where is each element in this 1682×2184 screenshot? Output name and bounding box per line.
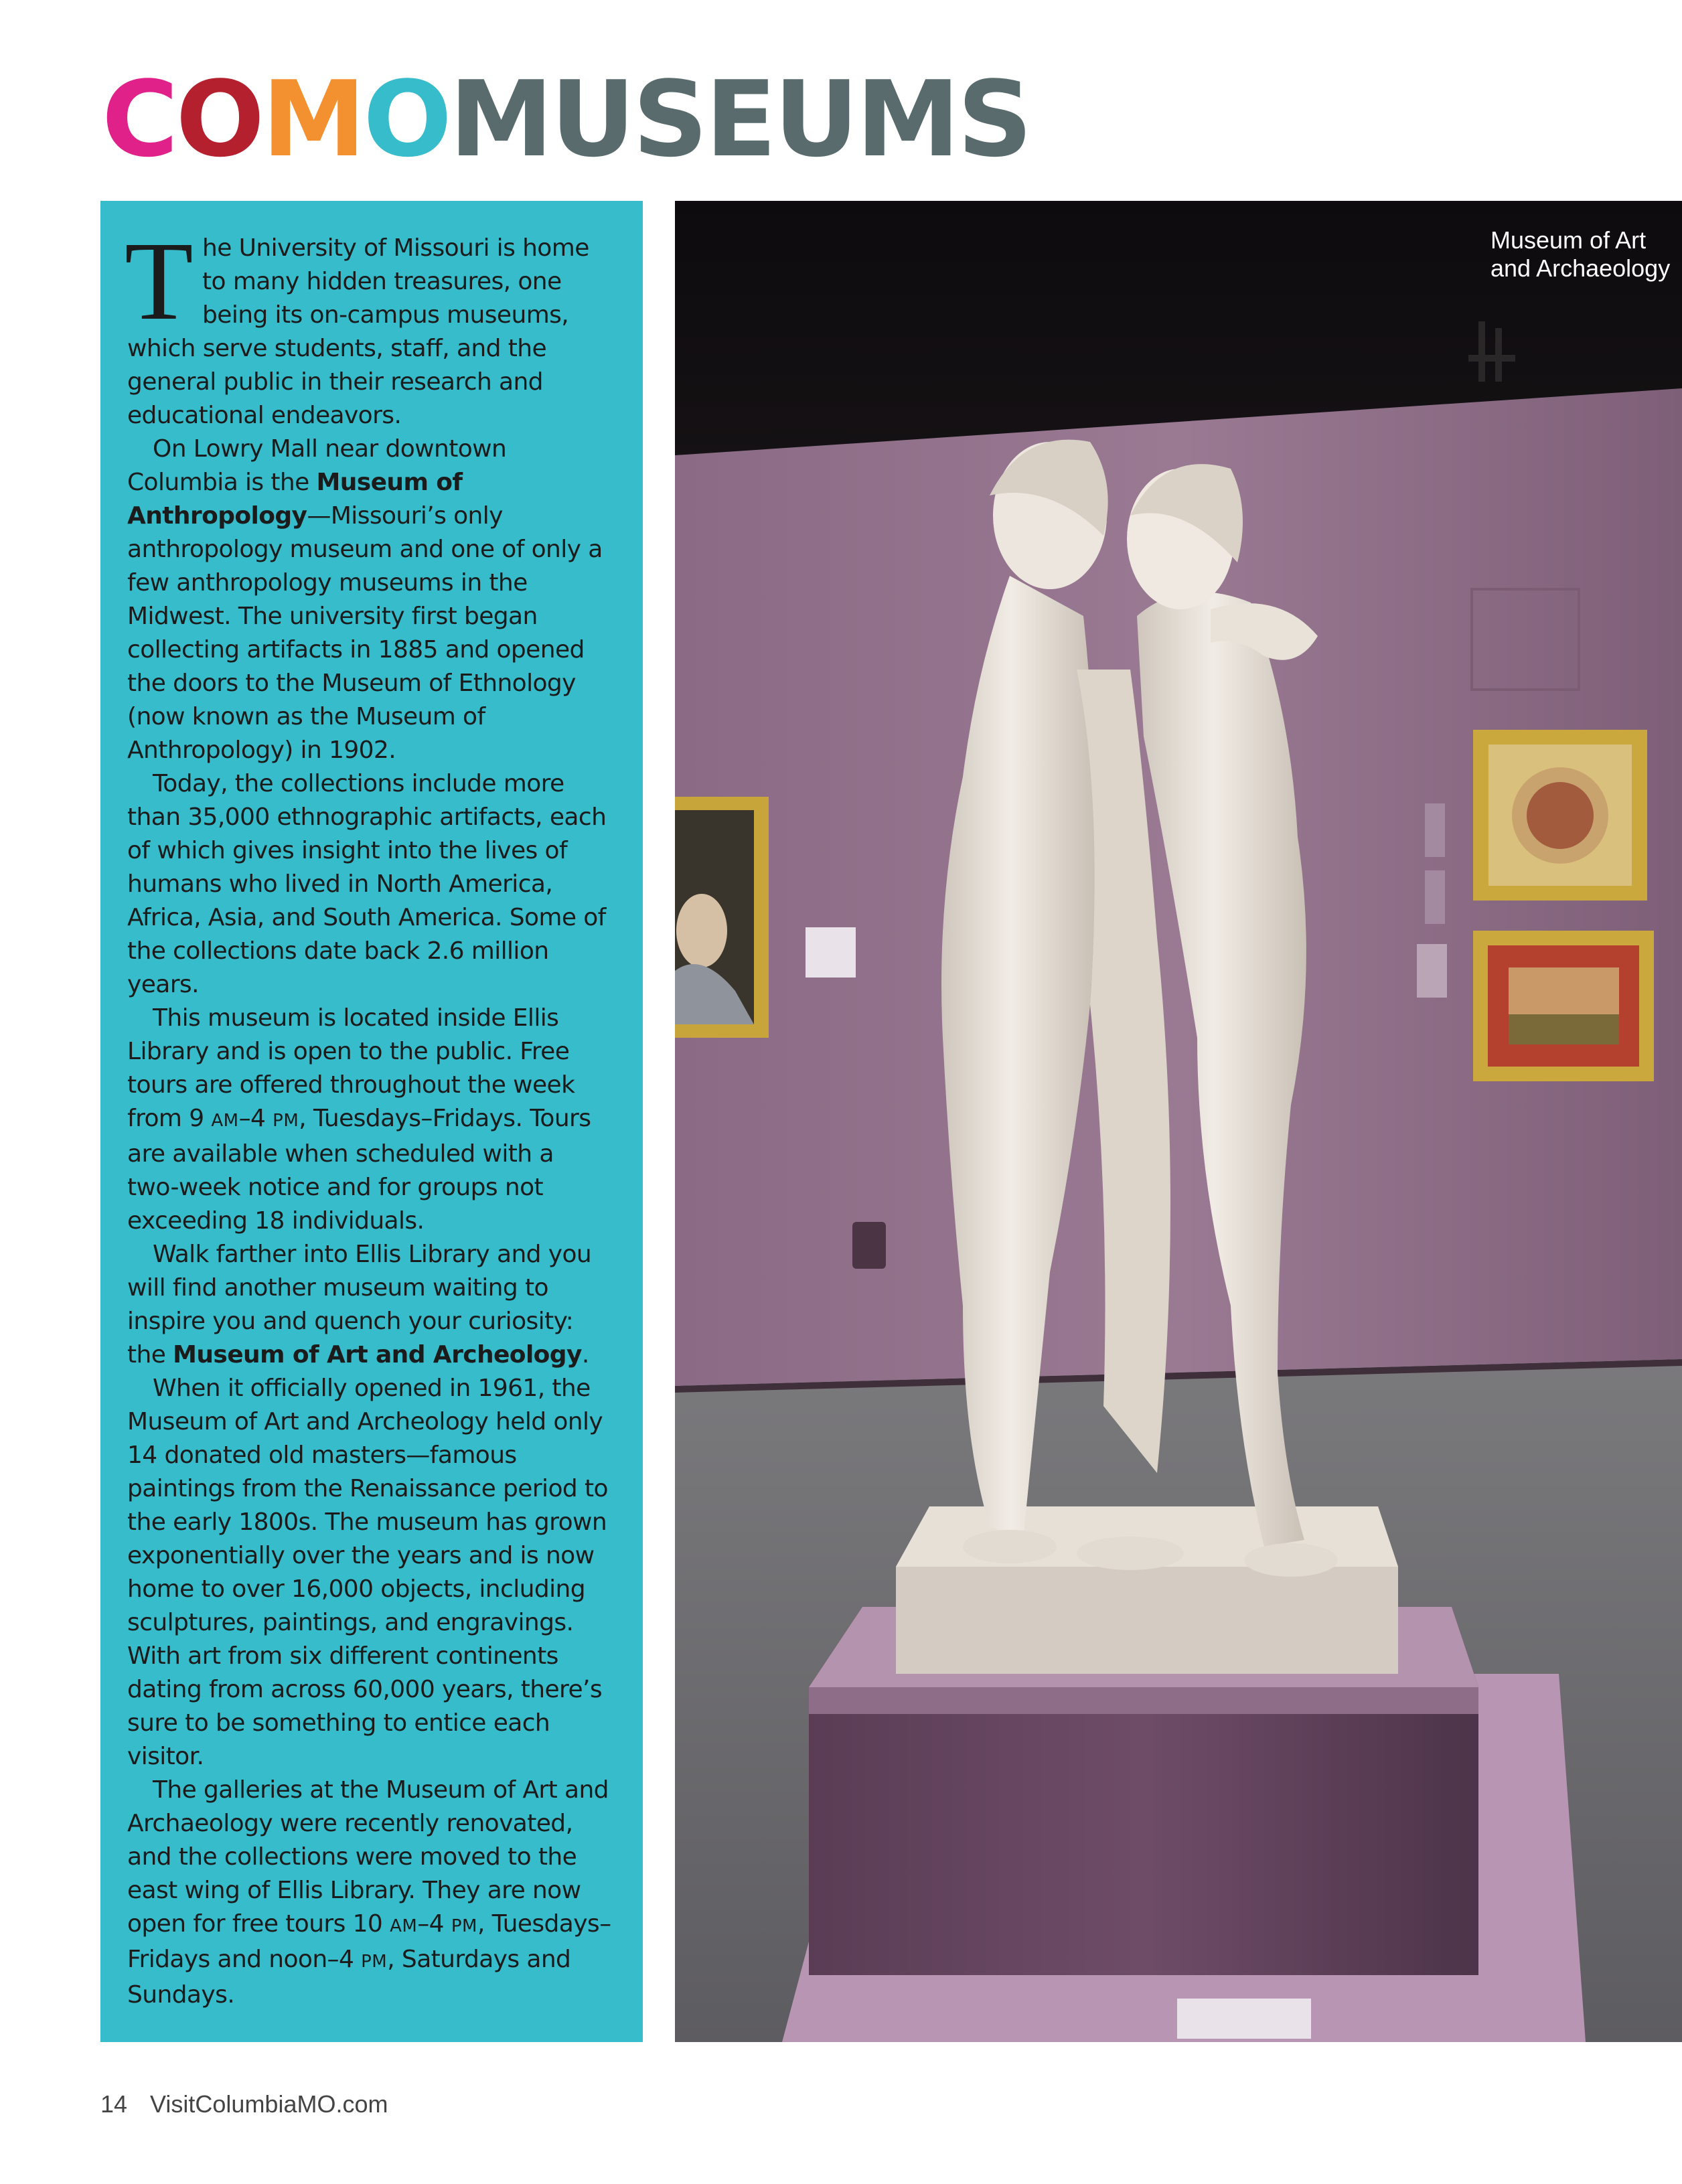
article-paragraph-4: This museum is located inside Ellis Library and is open to the public. Free tours are offered throughout the week from 9 AM–4 PM, Tuesdays–Fridays. Tours are available when scheduled with a two-week notice and for groups not exceeding 18 individuals. [127,1004,591,1235]
page-footer [100,2090,388,2118]
footer-website: VisitColumbiaMO.com [150,2090,388,2118]
museum-of-anthropology-highlight: Museum of Anthropology [127,469,463,530]
article-paragraph-5: Walk farther into Ellis Library and you will find another museum waiting to inspire you and quench your curiosity: the Museum of Art and Archeology. [127,1241,592,1369]
article-text-panel [100,201,643,2042]
sculpture-photo [675,201,1682,2042]
article-paragraph-2: On Lowry Mall near downtown Columbia is the Museum of Anthropology—Missouri’s only anthropology museum and one of only a few anthropology museums in the Midwest. The university first began collecting artifacts in 1885 and opened the doors to the Museum of Ethnology (now known as the Museum of Anthropology) in 1902. [127,435,603,764]
heading-m-letter: M [262,58,364,180]
heading-o-letter: O [363,58,449,180]
article-paragraph-7: The galleries at the Museum of Art and Archaeology were recently renovated, and the collections were moved to the east wing of Ellis Library. They are now open for free tours 10 AM–4 PM, Tuesdays–Fridays and noon–4 PM, Saturdays and Sundays. [127,1776,611,2009]
page-number: 14 [100,2090,128,2118]
heading-museums-word: MUSEUMS [449,58,1030,180]
heading-co-part: CO [102,58,262,180]
article-paragraph-6: When it officially opened in 1961, the Museum of Art and Archeology held only 14 donated old masters—famous paintings from the Renaissance period to the early 1800s. The museum has grown exponentially over the years and is now home to over 16,000 objects, including sculptures, paintings, and engravings. With art from six different continents dating from across 60,000 years, there’s sure to be something to entice each visitor. [127,1375,608,1770]
sculpture-illustration [675,201,1682,2042]
article-paragraph-3: Today, the collections include more than 35,000 ethnographic artifacts, each of which gives insight into the lives of humans who lived in North America, Africa, Asia, and South America. Some of the collections date back 2.6 million years. [127,770,607,998]
page-heading [102,58,1030,180]
drop-cap: T [125,219,194,343]
article-paragraph-1: The University of Missouri is home to many hidden treasures, one being its on-campus museums, which serve students, staff, and the general public in their research and educational endeavors. [125,219,589,429]
photo-caption: Museum of Art and Archaeology [1490,226,1671,282]
museum-of-art-highlight: Museum of Art and Archeology [173,1341,582,1369]
